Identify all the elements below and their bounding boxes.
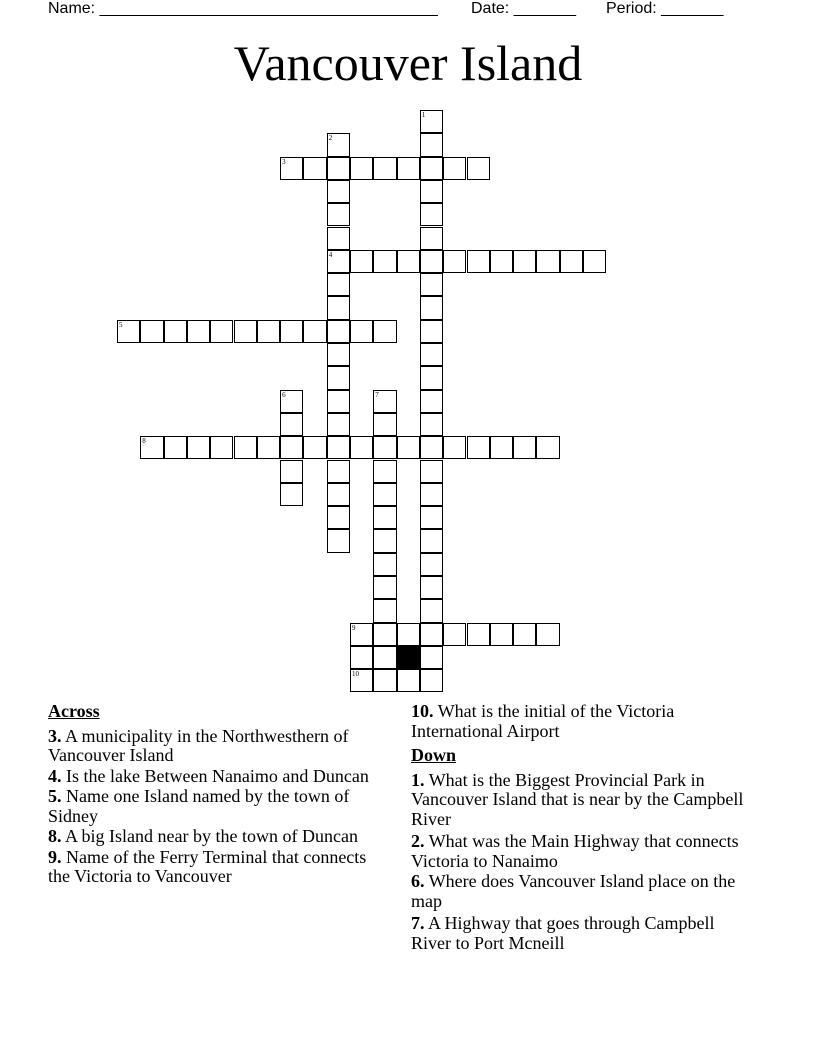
clue-number: 6 [282,390,286,399]
crossword-cell[interactable] [420,227,443,250]
crossword-cell[interactable] [420,483,443,506]
crossword-cell[interactable] [467,157,490,180]
across-heading: Across [48,701,100,721]
black-cell [397,646,420,669]
crossword-cell[interactable] [373,599,396,622]
crossword-cell[interactable] [467,250,490,273]
crossword-cell[interactable] [327,506,350,529]
crossword-cell[interactable] [490,623,513,646]
crossword-cell[interactable] [373,390,396,413]
crossword-cell[interactable] [373,553,396,576]
crossword-cell[interactable] [373,623,396,646]
crossword-cell[interactable] [373,529,396,552]
crossword-cell[interactable] [420,413,443,436]
crossword-cell[interactable] [327,250,350,273]
down-heading: Down [411,745,457,765]
clue-number: 5 [119,320,123,329]
crossword-cell[interactable] [490,436,513,459]
clue-down-7: 7. A Highway that goes through Campbell River to Port Mcneill [411,913,715,953]
crossword-cell[interactable] [280,320,303,343]
crossword-cell[interactable] [420,576,443,599]
crossword-cell[interactable] [327,413,350,436]
clue-across-3: 3. A municipality in the Northwesthern of Vancouver Island [48,725,349,765]
clue-across-10: 10. What is the initial of the Victoria International Airport [411,701,675,741]
crossword-cell[interactable] [280,436,303,459]
crossword-cell[interactable] [513,436,536,459]
clue-down-6: 6. Where does Vancouver Island place on the map [411,871,736,911]
crossword-cell[interactable] [327,366,350,389]
crossword-cell[interactable] [536,250,559,273]
clue-across-5: 5. Name one Island named by the town of Sidney [48,786,350,826]
clue-number: 8 [142,437,146,446]
clue-across-9: 9. Name of the Ferry Terminal that connects the Victoria to Vancouver [48,846,367,886]
crossword-cell[interactable] [140,436,163,459]
crossword-cell[interactable] [327,460,350,483]
crossword-cell[interactable] [257,436,280,459]
crossword-cell[interactable] [420,180,443,203]
crossword-cell[interactable] [467,623,490,646]
crossword-cell[interactable] [397,157,420,180]
crossword-cell[interactable] [187,436,210,459]
clue-across-8: 8. A big Island near by the town of Duncan [48,826,358,846]
crossword-cell[interactable] [327,203,350,226]
crossword-cell[interactable] [467,436,490,459]
crossword-cell[interactable] [443,157,466,180]
crossword-cell[interactable] [327,273,350,296]
crossword-cell[interactable] [327,227,350,250]
crossword-cell[interactable] [373,320,396,343]
crossword-cell[interactable] [420,553,443,576]
crossword-cell[interactable] [420,320,443,343]
crossword-cell[interactable] [303,436,326,459]
down-clues [411,702,756,954]
clue-down-2: 2. What was the Main Highway that connects Victoria to Nanaimo [411,831,739,871]
crossword-cell[interactable] [373,413,396,436]
crossword-cell[interactable] [443,250,466,273]
crossword-cell[interactable] [536,623,559,646]
crossword-cell[interactable] [350,320,373,343]
crossword-cell[interactable] [373,669,396,692]
crossword-cell[interactable] [420,623,443,646]
crossword-cell[interactable] [420,390,443,413]
crossword-cell[interactable] [327,529,350,552]
crossword-cell[interactable] [373,483,396,506]
crossword-cell[interactable] [303,157,326,180]
crossword-cell[interactable] [420,157,443,180]
crossword-cell[interactable] [420,343,443,366]
crossword-cell[interactable] [327,343,350,366]
crossword-cell[interactable] [397,250,420,273]
crossword-cell[interactable] [164,436,187,459]
crossword-cell[interactable] [117,320,140,343]
crossword-cell[interactable] [350,436,373,459]
crossword-cell[interactable] [420,506,443,529]
crossword-cell[interactable] [327,483,350,506]
crossword-cell[interactable] [420,250,443,273]
crossword-cell[interactable] [327,296,350,319]
crossword-cell[interactable] [420,669,443,692]
crossword-cell[interactable] [420,273,443,296]
clue-across-4: 4. Is the lake Between Nanaimo and Duncan [48,765,369,786]
crossword-cell[interactable] [490,250,513,273]
crossword-cell[interactable] [350,250,373,273]
clue-number: 1 [421,111,426,119]
page-title: Vancouver Island [233,35,583,91]
crossword-cell[interactable] [373,646,396,669]
crossword-cell[interactable] [420,529,443,552]
clue-down-1: 1. What is the Biggest Provincial Park in Vancouver Island that is near by the Campbell River [411,769,744,829]
crossword-cell[interactable] [187,320,210,343]
crossword-cell[interactable] [327,320,350,343]
crossword-cell[interactable] [420,366,443,389]
crossword-cell[interactable] [350,157,373,180]
crossword-cell[interactable] [513,250,536,273]
crossword-cell[interactable] [397,623,420,646]
clue-number: 3 [282,157,286,166]
crossword-cell[interactable] [257,320,280,343]
crossword-cell[interactable] [140,320,163,343]
crossword-cell[interactable] [420,436,443,459]
crossword-cell[interactable] [513,623,536,646]
crossword-cell[interactable] [373,576,396,599]
crossword-cell[interactable] [420,460,443,483]
crossword-cell[interactable] [350,646,373,669]
crossword-cell[interactable] [420,296,443,319]
crossword-cell[interactable] [443,436,466,459]
crossword-cell[interactable] [420,599,443,622]
crossword-cell[interactable] [303,320,326,343]
crossword-cell[interactable] [234,320,257,343]
crossword-cell[interactable] [420,646,443,669]
crossword-cell[interactable] [373,250,396,273]
crossword-cell[interactable] [350,623,373,646]
crossword-cell[interactable] [373,157,396,180]
crossword-cell[interactable] [280,483,303,506]
crossword-cell[interactable] [327,157,350,180]
crossword-cell[interactable] [234,436,257,459]
across-clues [48,702,378,888]
crossword-cell[interactable] [536,436,559,459]
crossword-cell[interactable] [443,623,466,646]
crossword-cell[interactable] [373,436,396,459]
crossword-cell[interactable] [397,436,420,459]
clue-number: 7 [375,390,379,399]
crossword-cell[interactable] [327,180,350,203]
crossword-cell[interactable] [210,320,233,343]
crossword-cell[interactable] [280,413,303,436]
crossword-cell[interactable] [420,110,443,133]
crossword-cell[interactable] [397,669,420,692]
crossword-cell[interactable] [164,320,187,343]
crossword-cell[interactable] [560,250,583,273]
crossword-cell[interactable] [280,157,303,180]
crossword-cell[interactable] [210,436,233,459]
crossword-cell[interactable] [327,133,350,156]
crossword-cell[interactable] [350,669,373,692]
name-field-label: Name: ______________________________________ [48,0,438,17]
clue-number: 4 [328,250,333,259]
crossword-cell[interactable] [373,460,396,483]
crossword-cell[interactable] [280,390,303,413]
date-field-label: Date: _______ [471,0,576,17]
crossword-cell[interactable] [583,250,606,273]
crossword-cell[interactable] [327,390,350,413]
crossword-cell[interactable] [420,133,443,156]
crossword-cell[interactable] [280,460,303,483]
crossword-cell[interactable] [373,506,396,529]
clue-number: 9 [352,623,356,632]
crossword-cell[interactable] [420,203,443,226]
crossword-cell[interactable] [327,436,350,459]
period-field-label: Period: _______ [606,0,724,17]
clue-number: 10 [352,670,359,679]
clue-number: 2 [328,134,333,143]
